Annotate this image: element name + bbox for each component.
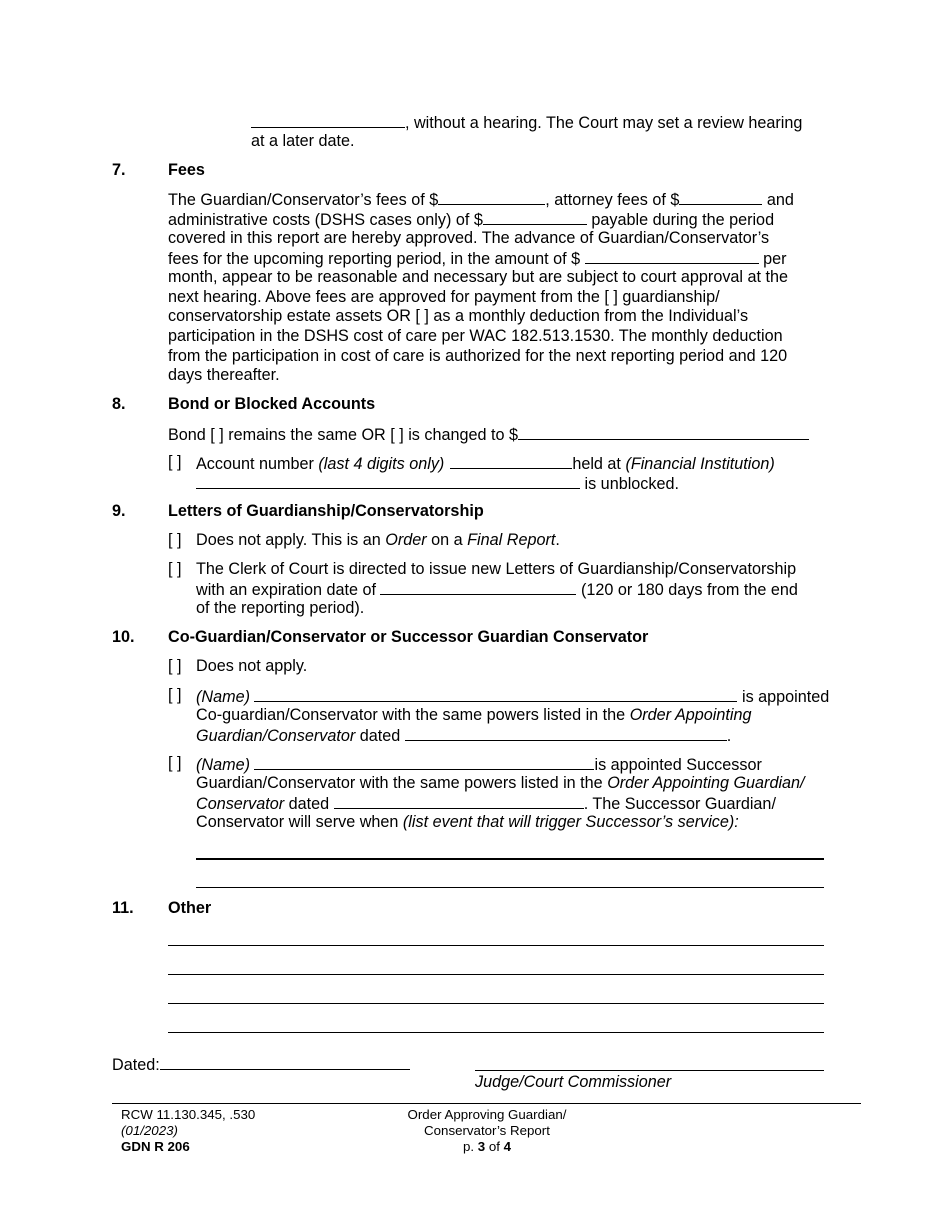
successor-text: (Name): [196, 756, 255, 774]
successor-name-field[interactable]: [254, 754, 594, 770]
letters-issue-checkbox[interactable]: [ ]: [168, 560, 182, 578]
other-line-3[interactable]: [168, 1003, 824, 1004]
section-7-number: 7.: [112, 161, 126, 179]
successor-text: . The Successor Guardian/: [583, 795, 776, 813]
co-guardian-order-date-field[interactable]: [405, 725, 727, 741]
intro-line-2: at a later date.: [251, 132, 355, 150]
fees-text: and: [762, 191, 794, 209]
letters-text: Does not apply. This is an: [196, 531, 386, 549]
co-guardian-na-checkbox[interactable]: [ ]: [168, 657, 182, 675]
page-text: p.: [462, 1139, 478, 1154]
judge-signature-line[interactable]: [475, 1070, 824, 1071]
account-number-field[interactable]: [450, 453, 572, 469]
letters-text: with an expiration date of: [196, 581, 381, 599]
footer-rule: [112, 1103, 861, 1104]
successor-line-4: [196, 813, 739, 833]
fees-text: The Guardian/Conservator’s fees of $: [168, 191, 439, 209]
account-text: is unblocked.: [580, 475, 679, 493]
letters-na-text: [196, 531, 560, 551]
account-text: held at: [572, 455, 626, 473]
page-text: of: [485, 1139, 504, 1154]
co-guardian-text: .: [726, 727, 732, 745]
footer-page: [387, 1139, 587, 1156]
account-text: (last 4 digits only): [318, 455, 445, 473]
fees-text: payable during the period: [586, 211, 775, 229]
section-9-title: Letters of Guardianship/Conservatorship: [168, 502, 484, 520]
advance-fees-field[interactable]: [585, 248, 759, 264]
successor-text: (list event that will trigger Successor’s service):: [402, 813, 739, 831]
intro-line-1: [251, 112, 802, 134]
fees-line-6: next hearing. Above fees are approved for payment from the [ ] guardianship/: [168, 288, 720, 306]
successor-text: Guardian/Conservator with the same powers listed in the: [196, 774, 608, 792]
successor-event-line-1[interactable]: [196, 858, 824, 860]
successor-line-2: [196, 774, 805, 794]
co-guardian-text: (Name): [196, 688, 255, 706]
account-checkbox[interactable]: [ ]: [168, 453, 182, 471]
footer-title-1: Order Approving Guardian/: [407, 1107, 567, 1122]
other-line-1[interactable]: [168, 945, 824, 946]
account-line-2: [196, 473, 679, 495]
footer-form-number: GDN R 206: [121, 1139, 190, 1154]
section-8-title: Bond or Blocked Accounts: [168, 395, 376, 413]
section-8-number: 8.: [112, 395, 126, 413]
fees-text: , attorney fees of $: [545, 191, 680, 209]
guardian-fees-field[interactable]: [438, 189, 545, 205]
review-date-field[interactable]: [251, 112, 405, 128]
letters-text: on a: [426, 531, 468, 549]
footer-title-2: Conservator’s Report: [424, 1123, 550, 1138]
judge-label: Judge/Court Commissioner: [475, 1073, 672, 1091]
letters-issue-line-2: [196, 579, 798, 601]
successor-checkbox[interactable]: [ ]: [168, 754, 182, 772]
financial-institution-field[interactable]: [196, 473, 580, 489]
fees-line-1: [168, 189, 794, 211]
section-10-number: 10.: [112, 628, 135, 646]
successor-event-line-2[interactable]: [196, 887, 824, 888]
fees-text: administrative costs (DSHS cases only) of $: [168, 211, 483, 229]
fees-line-3: covered in this report are hereby approved. The advance of Guardian/Conservator’s: [168, 229, 770, 247]
letters-text: (120 or 180 days from the end: [576, 581, 798, 599]
section-11-number: 11.: [112, 899, 134, 917]
successor-text: Conservator: [196, 795, 285, 813]
letters-text: Order: [385, 531, 427, 549]
co-guardian-line-1: [196, 686, 829, 708]
letters-text: .: [555, 531, 560, 549]
dated-label: Dated:: [112, 1056, 160, 1074]
fees-line-2: [168, 209, 774, 231]
co-guardian-text: Co-guardian/Conservator with the same powers listed in the: [196, 706, 630, 724]
successor-line-3: [196, 793, 776, 815]
successor-text: is appointed Successor: [594, 756, 762, 774]
co-guardian-line-3: [196, 725, 731, 747]
section-10-title: Co-Guardian/Conservator or Successor Guardian Conservator: [168, 628, 649, 646]
co-guardian-text: Guardian/Conservator: [196, 727, 356, 745]
co-guardian-text: Order Appointing: [629, 706, 752, 724]
fees-line-7: conservatorship estate assets OR [ ] as a monthly deduction from the Individual’s: [168, 307, 749, 325]
co-guardian-text: dated: [355, 727, 405, 745]
fees-text: per: [758, 250, 787, 268]
dated-field[interactable]: [160, 1054, 410, 1070]
footer-rcw: RCW 11.130.345, .530: [121, 1107, 256, 1122]
section-9-number: 9.: [112, 502, 126, 520]
successor-text: Conservator will serve when: [196, 813, 403, 831]
section-7-title: Fees: [168, 161, 205, 179]
page-total: 4: [503, 1139, 512, 1154]
successor-order-date-field[interactable]: [334, 793, 584, 809]
co-guardian-na-text: Does not apply.: [196, 657, 308, 675]
account-line-1: [196, 453, 775, 475]
account-text: Account number: [196, 455, 319, 473]
letters-issue-line-1: The Clerk of Court is directed to issue new Letters of Guardianship/Conservatorship: [196, 560, 797, 578]
page-number: 3: [477, 1139, 486, 1154]
attorney-fees-field[interactable]: [679, 189, 762, 205]
co-guardian-line-2: [196, 706, 751, 726]
bond-amount-field[interactable]: [518, 424, 809, 440]
intro-text: , without a hearing. The Court may set a review hearing: [405, 114, 803, 132]
fees-line-5: month, appear to be reasonable and necessary but are subject to court approval at the: [168, 268, 789, 286]
successor-line-1: [196, 754, 762, 776]
fees-text: fees for the upcoming reporting period, in the amount of $: [168, 250, 585, 268]
dated-line: [112, 1054, 410, 1076]
other-line-4[interactable]: [168, 1032, 824, 1033]
fees-line-9: from the participation in cost of care is authorized for the next reporting period and 120: [168, 347, 788, 365]
admin-costs-field[interactable]: [483, 209, 587, 225]
letters-text: Final Report: [467, 531, 556, 549]
fees-line-10: days thereafter.: [168, 366, 280, 384]
expiration-date-field[interactable]: [380, 579, 576, 595]
co-guardian-name-field[interactable]: [254, 686, 737, 702]
fees-line-8: participation in the DSHS cost of care per WAC 182.513.1530. The monthly deduction: [168, 327, 783, 345]
successor-text: dated: [284, 795, 334, 813]
co-guardian-text: is appointed: [737, 688, 830, 706]
letters-na-checkbox[interactable]: [ ]: [168, 531, 182, 549]
bond-line: [168, 424, 809, 446]
section-11-title: Other: [168, 899, 212, 917]
footer-date: (01/2023): [121, 1123, 178, 1138]
successor-text: Order Appointing Guardian/: [607, 774, 805, 792]
account-text: (Financial Institution): [625, 455, 775, 473]
bond-text: Bond [ ] remains the same OR [ ] is changed to $: [168, 426, 519, 444]
fees-line-4: [168, 248, 787, 270]
other-line-2[interactable]: [168, 974, 824, 975]
co-guardian-checkbox[interactable]: [ ]: [168, 686, 182, 704]
letters-issue-line-3: of the reporting period).: [196, 599, 365, 617]
